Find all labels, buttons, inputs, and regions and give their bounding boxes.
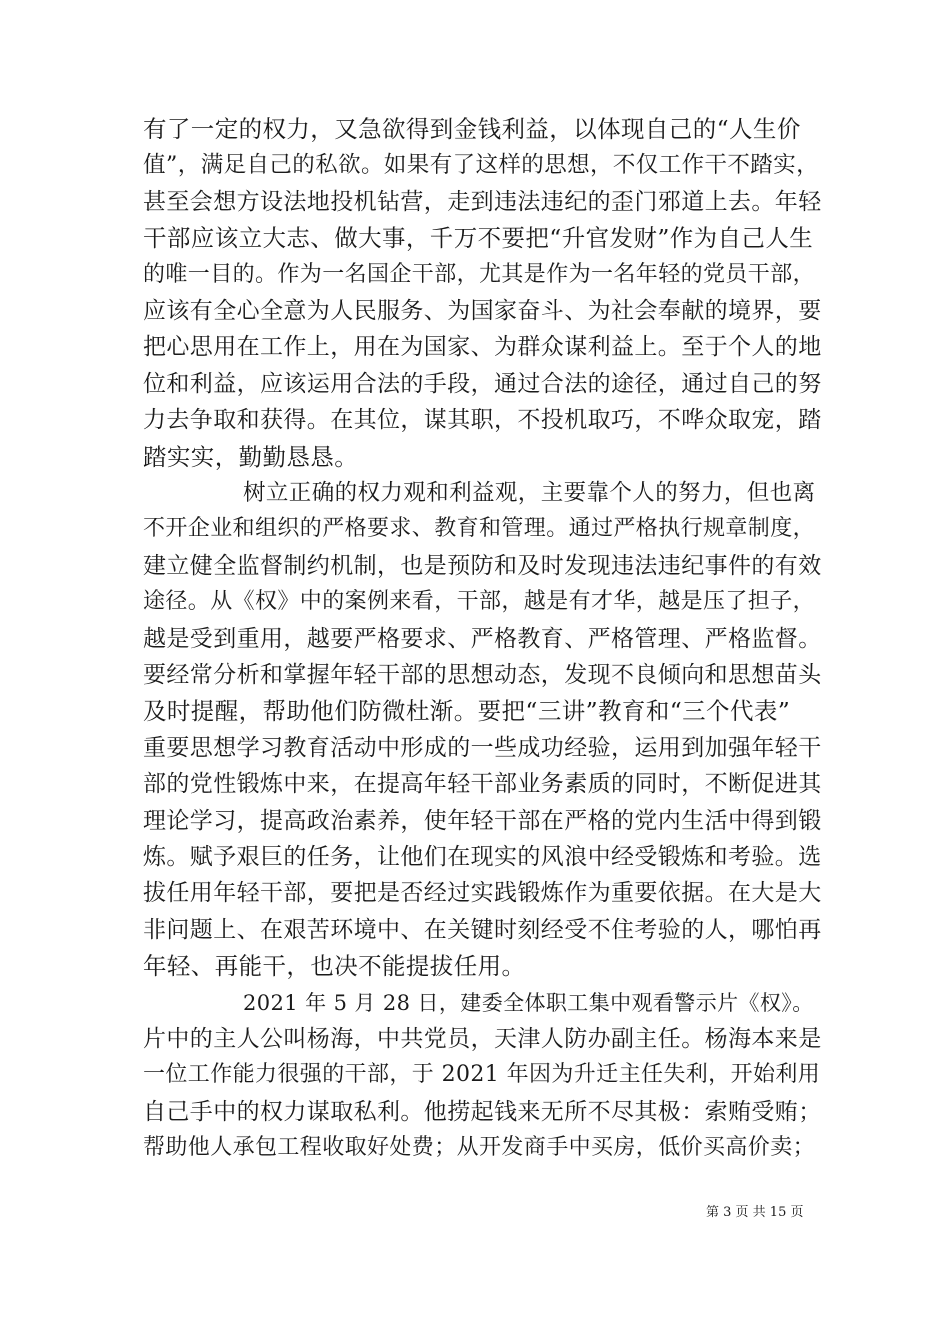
paragraph-1-line-7: 把心思用在工作上，用在为国家、为群众谋利益上。至于个人的地: [143, 334, 822, 360]
paragraph-1-line-10: 踏实实，勤勤恳恳。: [143, 443, 359, 471]
paragraph-3-line-2: 片中的主人公叫杨海，中共党员，天津人防办副主任。杨海本来是: [143, 1026, 822, 1052]
paragraph-2-line-6: 要经常分析和掌握年轻干部的思想动态，发现不良倾向和思想苗头: [143, 662, 822, 688]
paragraph-1-line-9: 力去争取和获得。在其位，谋其职，不投机取巧，不哗众取宠，踏: [143, 407, 822, 433]
paragraph-2-line-9: 部的党性锻炼中来，在提高年轻干部业务素质的同时，不断促进其: [143, 771, 822, 797]
paragraph-2-line-3: 建立健全监督制约机制，也是预防和及时发现违法违纪事件的有效: [143, 553, 822, 579]
paragraph-2-line-1: 树立正确的权力观和利益观，主要靠个人的努力，但也离: [243, 480, 816, 506]
paragraph-1-line-4: 干部应该立大志、做大事，千万不要把“升官发财”作为自己人生: [143, 224, 814, 252]
paragraph-1-line-2: 值”，满足自己的私欲。如果有了这样的思想，不仅工作干不踏实，: [143, 152, 820, 178]
paragraph-1-line-3: 甚至会想方设法地投机钻营，走到违法违纪的歪门邪道上去。年轻: [143, 189, 822, 215]
paragraph-3-line-5: 帮助他人承包工程收取好处费；从开发商手中买房，低价买高价卖；: [143, 1135, 816, 1160]
paragraph-3-line-1: 2021 年 5 月 28 日，建委全体职工集中观看警示片《权》。: [243, 991, 814, 1015]
paragraph-2-line-2: 不开企业和组织的严格要求、教育和管理。通过严格执行规章制度，: [143, 516, 816, 541]
paragraph-2-line-11: 炼。赋予艰巨的任务，让他们在现实的风浪中经受锻炼和考验。选: [143, 844, 822, 870]
paragraph-1-line-1: 有了一定的权力，又急欲得到金钱利益，以体现自己的“人生价: [143, 115, 801, 143]
paragraph-3-line-3: 一位工作能力很强的干部，于 2021 年因为升迁主任失利，开始利用: [143, 1062, 821, 1087]
paragraph-2-line-10: 理论学习，提高政治素养，使年轻干部在严格的党内生活中得到锻: [143, 808, 822, 834]
page-number-footer: 第 3 页 共 15 页: [706, 1205, 804, 1220]
paragraph-2-line-12: 拔任用年轻干部，要把是否经过实践锻炼作为重要依据。在大是大: [143, 880, 822, 906]
paragraph-2-line-5: 越是受到重用，越要严格要求、严格教育、严格管理、严格监督。: [143, 626, 822, 652]
paragraph-2-line-8: 重要思想学习教育活动中形成的一些成功经验，运用到加强年轻干: [143, 735, 822, 761]
paragraph-1-line-6: 应该有全心全意为人民服务、为国家奋斗、为社会奉献的境界，要: [143, 298, 822, 324]
paragraph-2-line-7: 及时提醒，帮助他们防微杜渐。要把“三讲”教育和“三个代表”: [143, 697, 791, 725]
paragraph-1-line-5: 的唯一目的。作为一名国企干部，尤其是作为一名年轻的党员干部，: [143, 262, 816, 287]
paragraph-2-line-13: 非问题上、在艰苦环境中、在关键时刻经受不住考验的人，哪怕再: [143, 917, 822, 943]
paragraph-2-line-4: 途径。从《权》中的案例来看，干部，越是有才华，越是压了担子，: [143, 589, 816, 614]
paragraph-3-line-4: 自己手中的权力谋取私利。他捞起钱来无所不尽其极：索贿受贿；: [143, 1099, 822, 1125]
paragraph-2-line-14: 年轻、再能干，也决不能提拔任用。: [143, 952, 526, 980]
paragraph-1-line-8: 位和利益，应该运用合法的手段，通过合法的途径，通过自己的努: [143, 371, 822, 397]
